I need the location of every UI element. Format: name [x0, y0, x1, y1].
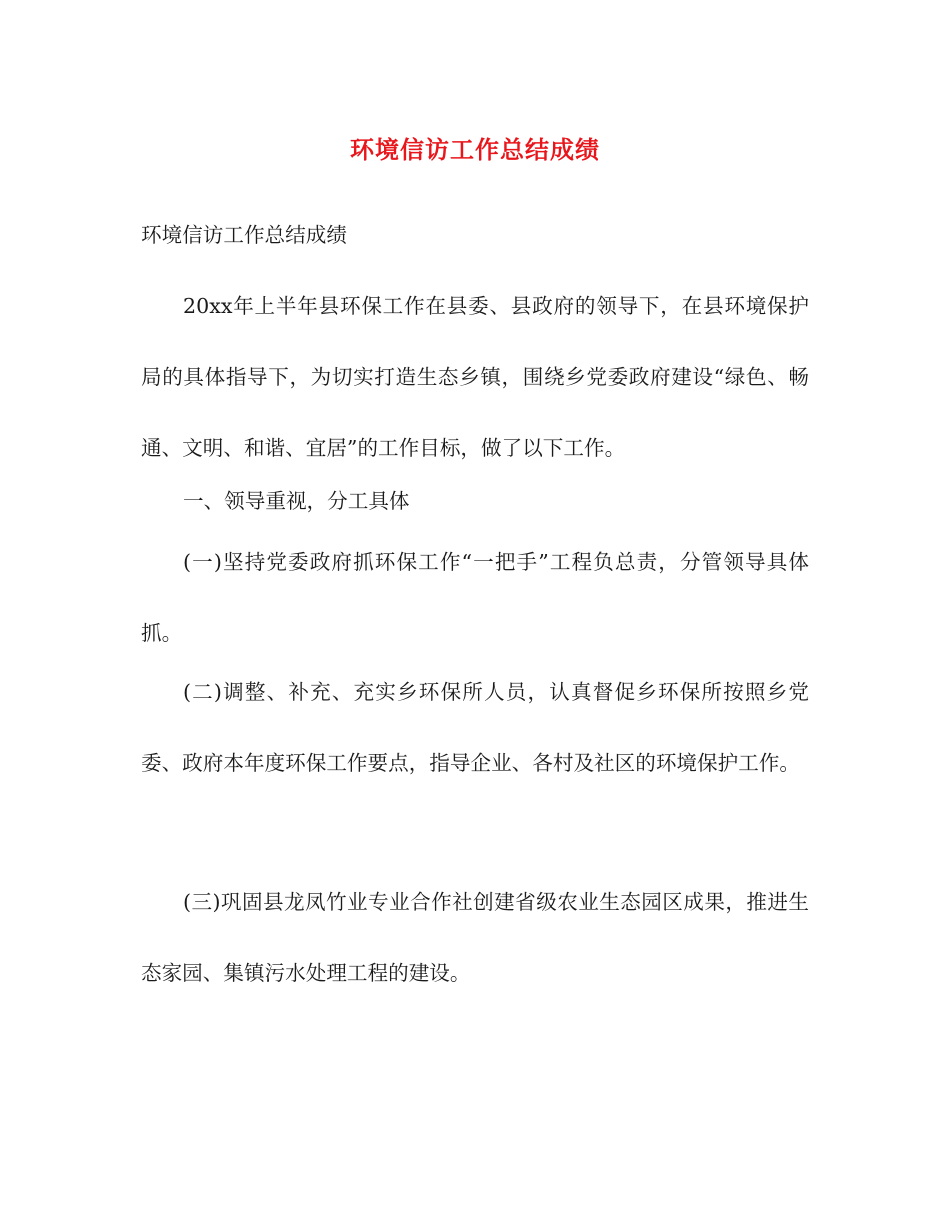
item-paragraph-1: (一)坚持党委政府抓环保工作“一把手”工程负总责，分管领导具体抓。 [141, 550, 809, 645]
section-heading-1: 一、领导重视，分工具体 [183, 489, 410, 513]
document-title: 环境信访工作总结成绩 [350, 136, 600, 164]
subtitle-paragraph: 环境信访工作总结成绩 [141, 223, 347, 247]
intro-paragraph: 20xx年上半年县环保工作在县委、县政府的领导下，在县环境保护局的具体指导下，为切实打造生态乡镇，围绕乡党委政府建设“绿色、畅通、文明、和谐、宜居”的工作目标，做了以下工作。 [141, 294, 809, 460]
item-paragraph-3: (三)巩固县龙凤竹业专业合作社创建省级农业生态园区成果，推进生态家园、集镇污水处理工程的建设。 [141, 890, 809, 985]
item-paragraph-2: (二)调整、补充、充实乡环保所人员，认真督促乡环保所按照乡党委、政府本年度环保工作要点，指导企业、各村及社区的环境保护工作。 [141, 680, 809, 775]
